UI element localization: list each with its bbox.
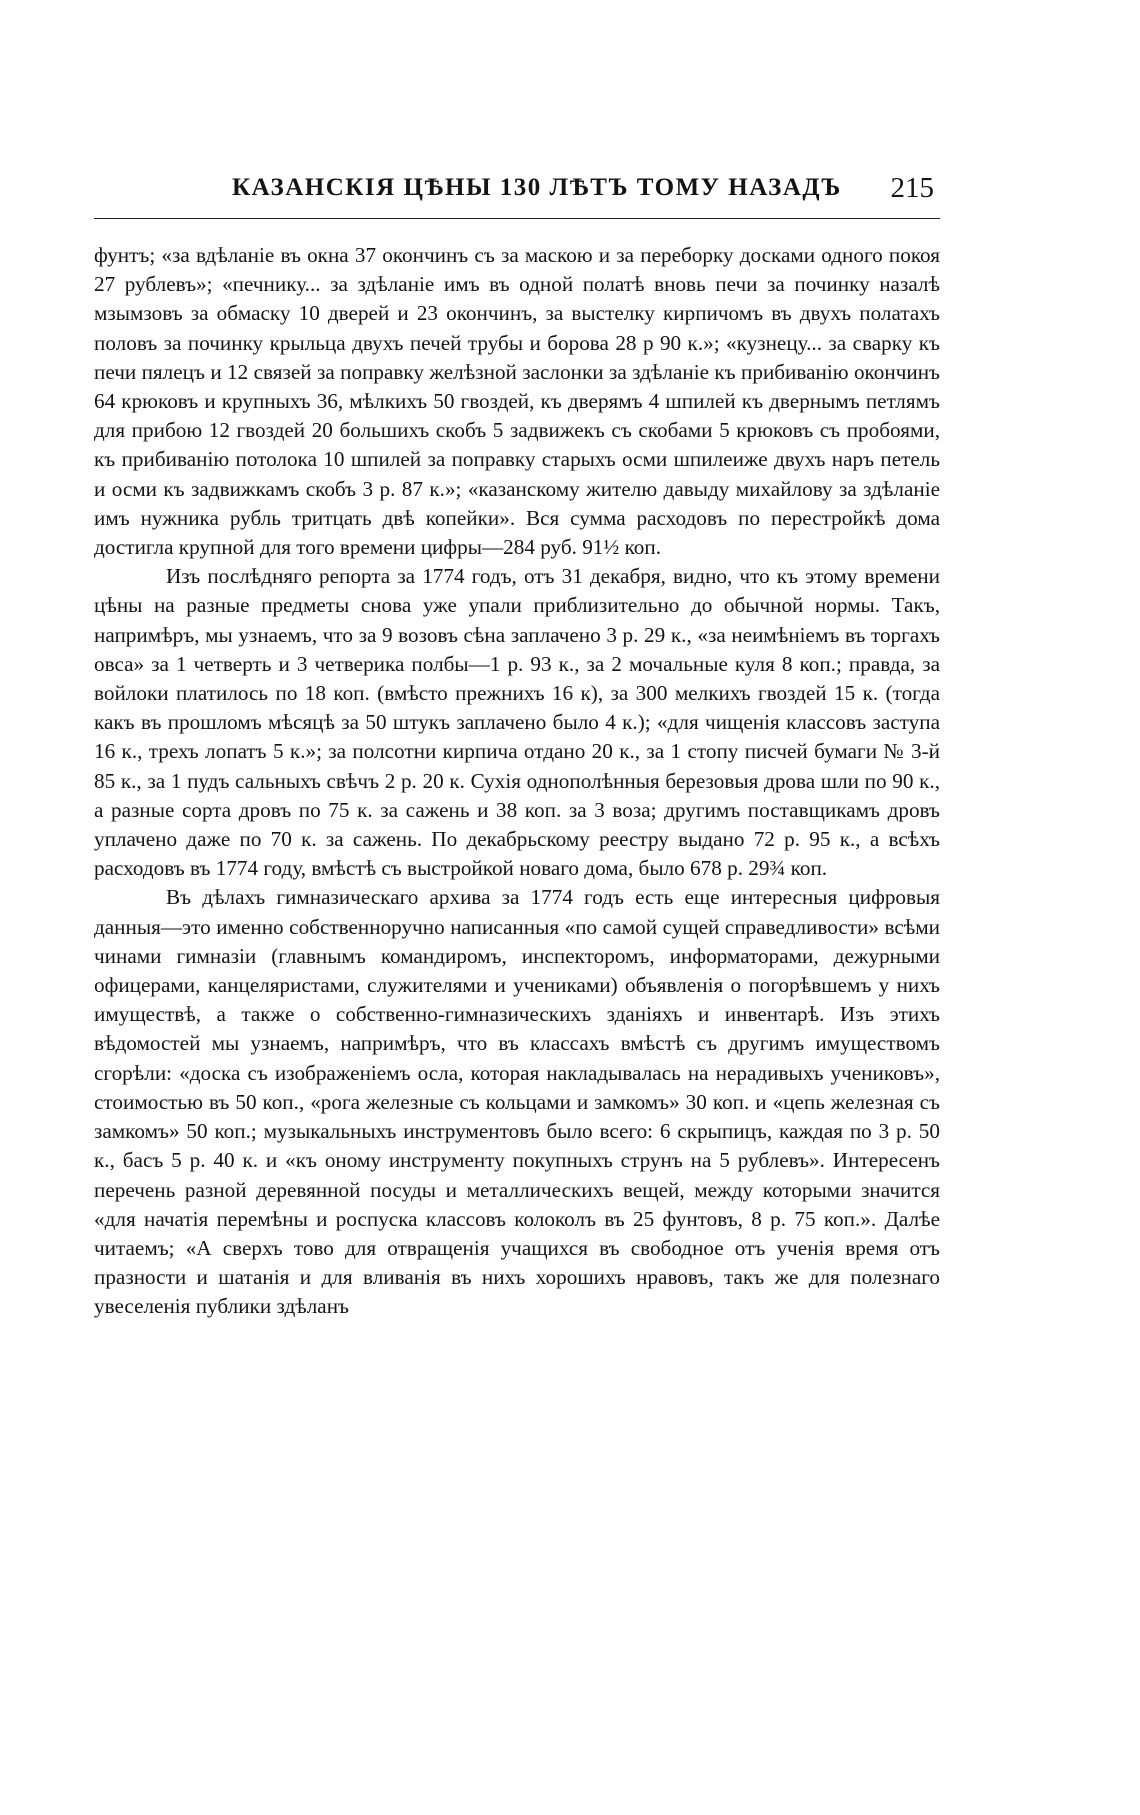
paragraph-report-1774: Изъ послѣдняго репорта за 1774 годъ, отъ 31 декабря, видно, что къ этому времени цѣны на разные предметы снова уже упали приблизительно до обычной нормы. Такъ, напримѣръ, мы узнаемъ, что за 9 возовъ сѣна заплачено 3 р. 29 к., «за неимѣніемъ въ торгахъ овса» за 1 четверть и 3 четверика полбы—1 р. 93 к., за 2 мочальные куля 8 коп.; правда, за войлоки платилось по 18 коп. (вмѣсто прежнихъ 16 к), за 300 мелкихъ гвоздей 15 к. (тогда какъ въ прошломъ мѣсяцѣ за 50 штукъ заплачено было 4 к.); «для чищенія классовъ заступа 16 к., трехъ лопатъ 5 к.»; за полсотни кирпича отдано 20 к., за 1 стопу писчей бумаги № 3-й 85 к., за 1 пудъ сальныхъ свѣчъ 2 р. 20 к. Сухія однополѣнныя березовыя дрова шли по 90 к., а разные сорта дровъ по 75 к. за сажень и 38 коп. за 3 воза; другимъ поставщикамъ дровъ уплачено даже по 70 к. за сажень. По декабрьскому реестру выдано 72 р. 95 к., а всѣхъ расходовъ въ 1774 году, вмѣстѣ съ выстройкой новаго дома, было 678 р. 29¾ коп. [94, 564, 940, 881]
running-title: КАЗАНСКІЯ ЦѢНЫ 130 ЛѢТЪ ТОМУ НАЗАДЪ [232, 174, 842, 201]
paragraph-continued: фунтъ; «за вдѣланіе въ окна 37 окончинъ съ за маскою и за переборку досками одного покоя 27 рублевъ»; «печнику... за здѣланіе имъ въ одной полатѣ вновь печи за починку назалѣ мзымзовъ за обмаску 10 дверей и 23 окончинъ, за выстелку кирпичомъ въ двухъ полатахъ половъ за починку крыльца двухъ печей трубы и борова 28 р 90 к.»; «кузнецу... за сварку къ печи пялецъ и 12 связей за поправку желѣзной заслонки за здѣланіе къ прибиванію окончинъ 64 крюковъ и крупныхъ 36, мѣлкихъ 50 гвоздей, къ дверямъ 4 шпилей къ двернымъ петлямъ для прибою 12 гвоздей 20 большихъ скобъ 5 задвижекъ съ скобами 5 крюковъ съ пробоями, къ прибиванію потолока 10 шпилей за поправку старыхъ осми шпилеиже двухъ наръ петель и осми къ задвижкамъ скобъ 3 р. 87 к.»; «казанскому жителю давыду михайлову за здѣланіе имъ нужника рубль тритцать двѣ копейки». Вся сумма расходовъ по перестройкѣ дома достигла крупной для того времени цифры—284 руб. 91½ коп. [94, 243, 940, 560]
page-number: 215 [890, 172, 934, 204]
book-page [94, 170, 940, 1322]
body-text [94, 241, 940, 1322]
running-head [94, 170, 940, 219]
paragraph-archive-1774: Въ дѣлахъ гимназическаго архива за 1774 годъ есть еще интересныя цифровыя данныя—это именно собственноручно написанныя «по самой сущей справедливости» всѣми чинами гимназіи (главнымъ командиромъ, инспекторомъ, информаторами, дежурными офицерами, канцеляристами, служителями и учениками) объявленія о погорѣвшемъ у нихъ имуществѣ, а также о собственно-гимназическихъ зданіяхъ и инвентарѣ. Изъ этихъ вѣдомостей мы узнаемъ, напримѣръ, что въ классахъ вмѣстѣ съ другимъ имуществомъ сгорѣли: «доска съ изображеніемъ осла, которая накладывалась на нерадивыхъ учениковъ», стоимостью въ 50 коп., «рога железные съ кольцами и замкомъ» 30 коп. и «цепь железная съ замкомъ» 50 коп.; музыкальныхъ инструментовъ было всего: 6 скрыпицъ, каждая по 3 р. 50 к., басъ 5 р. 40 к. и «къ оному инструменту покупныхъ струнъ на 5 рублевъ». Интересенъ перечень разной деревянной посуды и металлическихъ вещей, между которыми значится «для начатія перемѣны и роспуска классовъ колоколъ въ 25 фунтовъ, 8 р. 75 коп.». Далѣе читаемъ; «А сверхъ тово для отвращенія учащихся въ свободное отъ ученія время отъ празности и шатанія и для вливанія въ нихъ хорошихъ нравовъ, такъ же для полезнаго увеселенія публики здѣланъ [94, 885, 940, 1319]
